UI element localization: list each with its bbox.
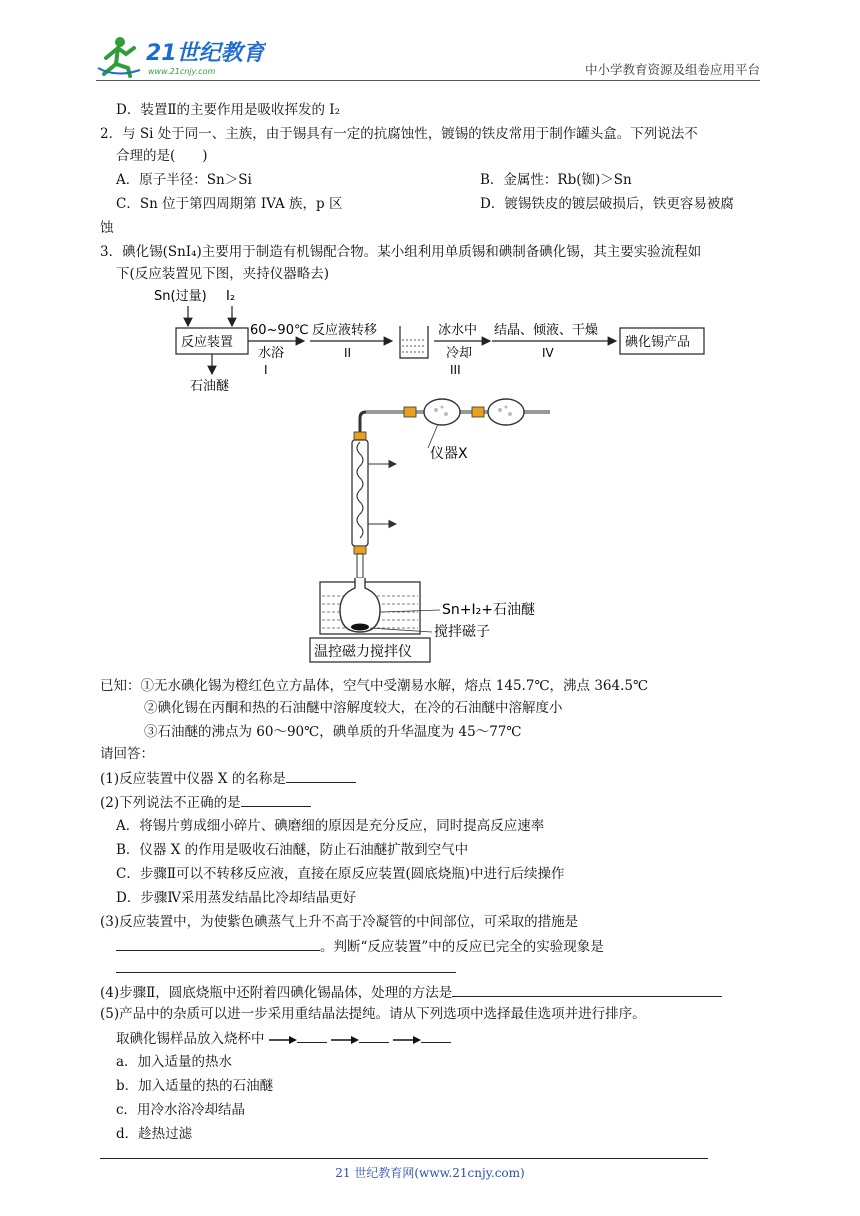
stir-bar-icon [351,624,369,631]
label-mixture: Sn+I₂+石油醚 [442,602,535,618]
known-2: ②碘化锡在丙酮和热的石油醚中溶解度较大，在冷的石油醚中溶解度小 [144,700,563,716]
known-1: 已知：①无水碘化锡为橙红色立方晶体，空气中受潮易水解，熔点 145.7℃，沸点 364.5℃ [100,678,649,694]
part5-option-d: d．趁热过滤 [116,1126,193,1142]
part4-blank[interactable] [452,982,722,997]
q3-stem-line2: 下(反应装置见下图，夹持仪器略去) [116,266,330,282]
part5-stem: (5)产品中的杂质可以进一步采用重结晶法提纯。请从下列选项中选择最佳选项并进行排序。 [100,1006,646,1022]
part4 [100,982,722,1003]
part2-option-b: B．仪器 X 的作用是吸收石油醚，防止石油醚扩散到空气中 [116,842,469,858]
label-stirrer: 温控磁力搅拌仪 [314,644,412,660]
flow-step2-label: 反应液转移 [312,323,378,338]
part3-line3 [116,958,456,979]
part1-text: (1)反应装置中仪器 X 的名称是 [100,771,286,787]
beaker-icon [400,326,428,358]
flow-step4-label: 结晶、倾液、干燥 [494,323,599,338]
q1-option-d: D．装置Ⅱ的主要作用是吸收挥发的 I₂ [116,102,341,118]
header-divider [96,80,760,81]
q3-stem-line1: 3．碘化锡(SnI₄)主要用于制造有机锡配合物。某小组利用单质锡和碘制备碘化锡，其主要实验流程如 [100,244,702,260]
flow-input-sn: Sn(过量) [154,289,207,304]
part2 [100,792,311,813]
flow-step1-condition: 60~90℃ [250,323,309,338]
flow-step2-number: II [344,346,352,360]
part5-sequence [116,1028,451,1049]
q2-stem-line2: 合理的是( ) [116,148,208,164]
arrow-right-icon [269,1035,297,1045]
part3-blank-1[interactable] [116,936,320,951]
part4-text: (4)步骤Ⅱ，圆底烧瓶中还附着四碘化锡晶体，处理的方法是 [100,985,453,1001]
part5-blank-1[interactable] [297,1028,327,1043]
part2-option-c: C．步骤Ⅱ可以不转移反应液，直接在原反应装置(圆底烧瓶)中进行后续操作 [116,866,565,882]
part3-blank-2[interactable] [116,958,456,973]
arrow-right-icon [393,1035,421,1045]
flow-step3-label: 冰水中 [438,323,478,338]
part1 [100,768,356,789]
flow-output: 石油醚 [190,379,230,394]
q2-option-b: B．金属性：Rb(铷)＞Sn [480,172,632,188]
q2-option-c: C．Sn 位于第四周期第 IVA 族，p 区 [116,196,343,212]
label-x-leader [428,424,438,448]
logo-url: www.21cnjy.com [148,67,216,76]
apparatus-diagram [300,398,570,668]
flow-box-product-label: 碘化锡产品 [625,335,691,350]
part3-text-2: 。判断“反应装置”中的反应已完全的实验现象是 [320,939,604,955]
flow-step3-method: 冷却 [446,346,473,361]
part3-line1: (3)反应装置中，为使紫色碘蒸气上升不高于冷凝管的中间部位，可采取的措施是 [100,914,579,930]
part5-blank-2[interactable] [359,1028,389,1043]
flow-box-reactor-label: 反应装置 [181,335,234,350]
flow-step4-number: IV [542,346,554,360]
flow-input-i2: I₂ [226,289,236,304]
footer-link[interactable]: 21 世纪教育网(www.21cnjy.com) [335,1166,525,1180]
q2-option-a: A．原子半径：Sn＞Si [116,172,252,188]
logo-text: 21世纪教育 [146,41,265,66]
flow-step1-number: I [264,363,268,377]
part5-blank-3[interactable] [421,1028,451,1043]
known-3: ③石油醚的沸点为 60～90℃，碘单质的升华温度为 45～77℃ [144,724,522,740]
runner-icon [98,37,140,76]
part5-option-b: b．加入适量的热的石油醚 [116,1078,274,1094]
flow-step1-method: 水浴 [258,346,285,361]
part2-option-d: D．步骤Ⅳ采用蒸发结晶比冷却结晶更好 [116,890,357,906]
part5-option-c: c．用冷水浴冷却结晶 [116,1102,246,1118]
label-stir-bar: 搅拌磁子 [434,624,490,640]
part1-blank[interactable] [286,768,356,783]
site-logo [96,34,266,78]
part5-seq-text: 取碘化锡样品放入烧杯中 [116,1031,265,1047]
part2-option-a: A．将锡片剪成细小碎片、碘磨细的原因是充分反应，同时提高反应速率 [116,818,545,834]
header-platform-text: 中小学教育资源及组卷应用平台 [584,62,760,77]
label-instrument-x: 仪器X [430,446,468,462]
q2-option-d: D．镀锡铁皮的镀层破损后，铁更容易被腐 [480,196,734,212]
drying-tube-icon [360,399,550,432]
condenser-icon [352,432,396,578]
arrow-right-icon [331,1035,359,1045]
part2-blank[interactable] [241,792,311,807]
ask-text: 请回答： [100,746,154,762]
part5-option-a: a．加入适量的热水 [116,1054,233,1070]
process-flowchart [150,284,720,400]
part2-text: (2)下列说法不正确的是 [100,795,241,811]
footer-divider [100,1158,708,1159]
part3-line2 [116,936,604,957]
flow-step3-number: III [450,363,461,377]
q2-stem-line1: 2．与 Si 处于同一、主族，由于锡具有一定的抗腐蚀性，镀锡的铁皮常用于制作罐头盒。下列说法不 [100,126,698,142]
q2-option-d-cont: 蚀 [100,220,114,236]
